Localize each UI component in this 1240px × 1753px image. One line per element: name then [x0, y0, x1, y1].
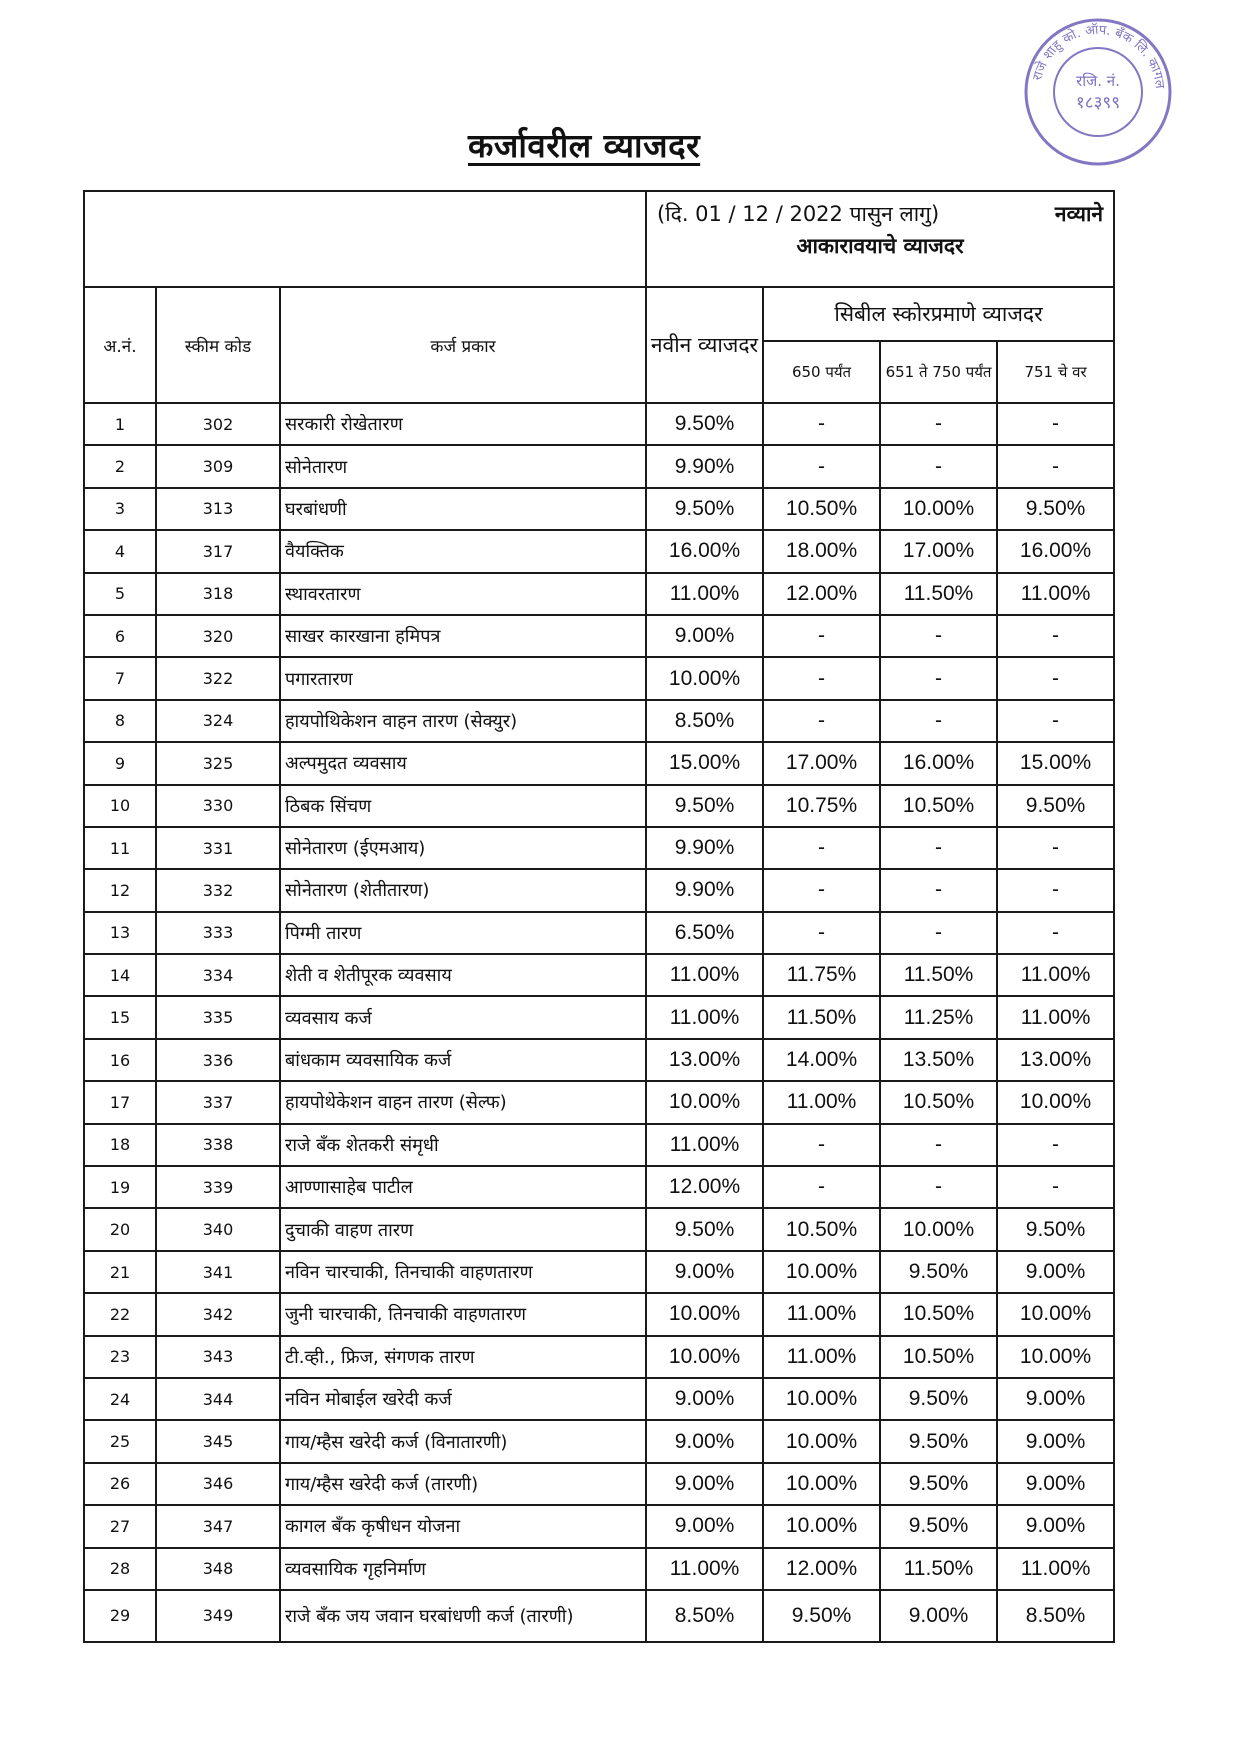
- new-rate-cell: 11.00%: [646, 573, 763, 615]
- loan-type-cell: सरकारी रोखेतारण: [280, 403, 646, 445]
- rate-upto-650-cell: 10.50%: [763, 488, 880, 530]
- serial-number-cell: 22: [84, 1293, 156, 1335]
- loan-type-cell: सोनेतारण (शेतीतारण): [280, 869, 646, 911]
- rate-upto-650-cell: 11.00%: [763, 1336, 880, 1378]
- col-651-750-header: 651 ते 750 पर्यंत: [880, 341, 997, 403]
- rate-651-750-cell: 10.00%: [880, 1208, 997, 1250]
- rate-upto-650-cell: 10.75%: [763, 785, 880, 827]
- new-rate-cell: 9.00%: [646, 1420, 763, 1462]
- new-rate-cell: 9.90%: [646, 869, 763, 911]
- rate-upto-650-cell: 10.00%: [763, 1378, 880, 1420]
- table-row: [84, 573, 1114, 615]
- loan-type-cell: राजे बँक शेतकरी संमृधी: [280, 1124, 646, 1166]
- rate-651-750-cell: -: [880, 700, 997, 742]
- scheme-code-cell: 331: [156, 827, 280, 869]
- table-row: [84, 742, 1114, 784]
- scheme-code-cell: 343: [156, 1336, 280, 1378]
- rate-651-750-cell: 9.50%: [880, 1251, 997, 1293]
- loan-type-cell: बांधकाम व्यवसायिक कर्ज: [280, 1039, 646, 1081]
- rate-651-750-cell: 9.50%: [880, 1463, 997, 1505]
- rate-upto-650-cell: 18.00%: [763, 530, 880, 572]
- rate-651-750-cell: 13.50%: [880, 1039, 997, 1081]
- rate-upto-650-cell: -: [763, 869, 880, 911]
- loan-type-cell: शेती व शेतीपूरक व्यवसाय: [280, 954, 646, 996]
- col-above-751-header: 751 चे वर: [997, 341, 1114, 403]
- table-row: [84, 657, 1114, 699]
- new-rate-cell: 10.00%: [646, 657, 763, 699]
- table-row: [84, 488, 1114, 530]
- blank-header-cell: [84, 191, 646, 287]
- serial-number-cell: 3: [84, 488, 156, 530]
- rate-above-751-cell: 11.00%: [997, 954, 1114, 996]
- loan-type-cell: कागल बँक कृषीधन योजना: [280, 1505, 646, 1547]
- loan-type-cell: टी.व्ही., फ्रिज, संगणक तारण: [280, 1336, 646, 1378]
- rate-651-750-cell: 10.50%: [880, 1336, 997, 1378]
- rate-upto-650-cell: 14.00%: [763, 1039, 880, 1081]
- serial-number-cell: 19: [84, 1166, 156, 1208]
- new-rate-cell: 13.00%: [646, 1039, 763, 1081]
- new-rate-cell: 8.50%: [646, 1590, 763, 1642]
- serial-number-cell: 28: [84, 1548, 156, 1590]
- scheme-code-cell: 320: [156, 615, 280, 657]
- serial-number-cell: 8: [84, 700, 156, 742]
- rate-upto-650-cell: -: [763, 1166, 880, 1208]
- new-rate-cell: 15.00%: [646, 742, 763, 784]
- new-rate-cell: 10.00%: [646, 1081, 763, 1123]
- rate-above-751-cell: -: [997, 700, 1114, 742]
- rate-above-751-cell: -: [997, 827, 1114, 869]
- rate-upto-650-cell: -: [763, 1124, 880, 1166]
- new-rate-cell: 11.00%: [646, 954, 763, 996]
- scheme-code-cell: 341: [156, 1251, 280, 1293]
- serial-number-cell: 11: [84, 827, 156, 869]
- scheme-code-cell: 338: [156, 1124, 280, 1166]
- col-cibil-group-header: सिबील स्कोरप्रमाणे व्याजदर: [763, 287, 1114, 341]
- loan-type-cell: घरबांधणी: [280, 488, 646, 530]
- serial-number-cell: 20: [84, 1208, 156, 1250]
- table-row: [84, 1378, 1114, 1420]
- new-rate-cell: 9.50%: [646, 1208, 763, 1250]
- scheme-code-cell: 336: [156, 1039, 280, 1081]
- loan-type-cell: नविन चारचाकी, तिनचाकी वाहणतारण: [280, 1251, 646, 1293]
- loan-type-cell: आण्णासाहेब पाटील: [280, 1166, 646, 1208]
- rate-upto-650-cell: 12.00%: [763, 573, 880, 615]
- rate-upto-650-cell: 9.50%: [763, 1590, 880, 1642]
- rate-above-751-cell: 9.00%: [997, 1420, 1114, 1462]
- new-rate-cell: 8.50%: [646, 700, 763, 742]
- loan-type-cell: साखर कारखाना हमिपत्र: [280, 615, 646, 657]
- rate-above-751-cell: -: [997, 445, 1114, 487]
- rate-above-751-cell: 9.50%: [997, 1208, 1114, 1250]
- rate-651-750-cell: 11.50%: [880, 573, 997, 615]
- serial-number-cell: 5: [84, 573, 156, 615]
- scheme-code-cell: 325: [156, 742, 280, 784]
- rate-651-750-cell: 10.50%: [880, 1081, 997, 1123]
- rate-upto-650-cell: -: [763, 700, 880, 742]
- rate-above-751-cell: 11.00%: [997, 996, 1114, 1038]
- scheme-code-cell: 340: [156, 1208, 280, 1250]
- new-rate-cell: 9.50%: [646, 403, 763, 445]
- rate-651-750-cell: -: [880, 403, 997, 445]
- rate-above-751-cell: 9.50%: [997, 785, 1114, 827]
- serial-number-cell: 9: [84, 742, 156, 784]
- table-row: [84, 445, 1114, 487]
- rate-upto-650-cell: -: [763, 615, 880, 657]
- column-header-row: [84, 287, 1114, 341]
- scheme-code-cell: 302: [156, 403, 280, 445]
- col-serial-header: अ.नं.: [84, 287, 156, 403]
- rate-upto-650-cell: 11.00%: [763, 1081, 880, 1123]
- rate-upto-650-cell: -: [763, 657, 880, 699]
- serial-number-cell: 23: [84, 1336, 156, 1378]
- table-row: [84, 615, 1114, 657]
- rate-above-751-cell: 10.00%: [997, 1081, 1114, 1123]
- col-upto-650-header: 650 पर्यंत: [763, 341, 880, 403]
- loan-type-cell: सोनेतारण (ईएमआय): [280, 827, 646, 869]
- rate-above-751-cell: -: [997, 403, 1114, 445]
- rate-651-750-cell: -: [880, 912, 997, 954]
- loan-type-cell: सोनेतारण: [280, 445, 646, 487]
- new-rate-cell: 10.00%: [646, 1336, 763, 1378]
- loan-type-cell: अल्पमुदत व्यवसाय: [280, 742, 646, 784]
- rate-above-751-cell: 10.00%: [997, 1293, 1114, 1335]
- rate-above-751-cell: 9.00%: [997, 1463, 1114, 1505]
- new-rate-cell: 12.00%: [646, 1166, 763, 1208]
- scheme-code-cell: 334: [156, 954, 280, 996]
- rate-above-751-cell: -: [997, 657, 1114, 699]
- charged-rate-label: आकारावयाचे व्याजदर: [796, 234, 964, 258]
- scheme-code-cell: 335: [156, 996, 280, 1038]
- new-rate-cell: 9.00%: [646, 1463, 763, 1505]
- loan-type-cell: वैयक्तिक: [280, 530, 646, 572]
- table-row: [84, 1336, 1114, 1378]
- table-row: [84, 1208, 1114, 1250]
- rate-upto-650-cell: 10.00%: [763, 1505, 880, 1547]
- rate-651-750-cell: -: [880, 1124, 997, 1166]
- rate-upto-650-cell: 11.00%: [763, 1293, 880, 1335]
- scheme-code-cell: 349: [156, 1590, 280, 1642]
- loan-type-cell: व्यवसायिक गृहनिर्माण: [280, 1548, 646, 1590]
- rate-651-750-cell: 11.25%: [880, 996, 997, 1038]
- rate-above-751-cell: 9.00%: [997, 1505, 1114, 1547]
- loan-type-cell: व्यवसाय कर्ज: [280, 996, 646, 1038]
- new-rate-cell: 11.00%: [646, 1548, 763, 1590]
- rate-651-750-cell: -: [880, 445, 997, 487]
- rate-651-750-cell: -: [880, 869, 997, 911]
- new-label: नव्याने: [1054, 202, 1104, 226]
- loan-type-cell: दुचाकी वाहण तारण: [280, 1208, 646, 1250]
- scheme-code-cell: 345: [156, 1420, 280, 1462]
- serial-number-cell: 10: [84, 785, 156, 827]
- rate-651-750-cell: 9.50%: [880, 1505, 997, 1547]
- new-rate-cell: 6.50%: [646, 912, 763, 954]
- table-row: [84, 827, 1114, 869]
- serial-number-cell: 25: [84, 1420, 156, 1462]
- table-row: [84, 1463, 1114, 1505]
- serial-number-cell: 13: [84, 912, 156, 954]
- new-rate-cell: 16.00%: [646, 530, 763, 572]
- scheme-code-cell: 348: [156, 1548, 280, 1590]
- table-row: [84, 1505, 1114, 1547]
- table-row: [84, 1420, 1114, 1462]
- rate-above-751-cell: 13.00%: [997, 1039, 1114, 1081]
- table-row: [84, 403, 1114, 445]
- table-row: [84, 1590, 1114, 1642]
- rate-above-751-cell: -: [997, 1124, 1114, 1166]
- rate-651-750-cell: 10.50%: [880, 1293, 997, 1335]
- table-row: [84, 1251, 1114, 1293]
- rate-651-750-cell: 9.50%: [880, 1420, 997, 1462]
- loan-type-cell: गाय/म्हैस खरेदी कर्ज (तारणी): [280, 1463, 646, 1505]
- rate-upto-650-cell: 17.00%: [763, 742, 880, 784]
- rate-above-751-cell: 8.50%: [997, 1590, 1114, 1642]
- stamp-registration-label: रजि. नं.: [1076, 72, 1120, 90]
- rate-upto-650-cell: 12.00%: [763, 1548, 880, 1590]
- serial-number-cell: 7: [84, 657, 156, 699]
- table-row: [84, 1124, 1114, 1166]
- bank-seal-stamp: [1022, 16, 1174, 168]
- rate-above-751-cell: 11.00%: [997, 1548, 1114, 1590]
- loan-type-cell: ठिबक सिंचण: [280, 785, 646, 827]
- table-row: [84, 1081, 1114, 1123]
- rate-651-750-cell: 10.50%: [880, 785, 997, 827]
- table-row: [84, 1039, 1114, 1081]
- new-rate-cell: 9.50%: [646, 488, 763, 530]
- rate-upto-650-cell: -: [763, 445, 880, 487]
- serial-number-cell: 4: [84, 530, 156, 572]
- serial-number-cell: 6: [84, 615, 156, 657]
- table-row: [84, 869, 1114, 911]
- rate-651-750-cell: -: [880, 1166, 997, 1208]
- rate-upto-650-cell: -: [763, 827, 880, 869]
- loan-type-cell: हायपोथेकेशन वाहन तारण (सेल्फ): [280, 1081, 646, 1123]
- scheme-code-cell: 339: [156, 1166, 280, 1208]
- serial-number-cell: 2: [84, 445, 156, 487]
- serial-number-cell: 15: [84, 996, 156, 1038]
- table-row: [84, 1293, 1114, 1335]
- table-row: [84, 700, 1114, 742]
- rate-651-750-cell: 11.50%: [880, 1548, 997, 1590]
- serial-number-cell: 18: [84, 1124, 156, 1166]
- rate-above-751-cell: 10.00%: [997, 1336, 1114, 1378]
- new-rate-cell: 9.00%: [646, 615, 763, 657]
- loan-type-cell: गाय/म्हैस खरेदी कर्ज (विनातारणी): [280, 1420, 646, 1462]
- scheme-code-cell: 322: [156, 657, 280, 699]
- col-loan-type-header: कर्ज प्रकार: [280, 287, 646, 403]
- scheme-code-cell: 344: [156, 1378, 280, 1420]
- scheme-code-cell: 309: [156, 445, 280, 487]
- serial-number-cell: 1: [84, 403, 156, 445]
- serial-number-cell: 26: [84, 1463, 156, 1505]
- rate-above-751-cell: 15.00%: [997, 742, 1114, 784]
- rate-651-750-cell: -: [880, 615, 997, 657]
- table-row: [84, 1548, 1114, 1590]
- rate-upto-650-cell: 10.00%: [763, 1251, 880, 1293]
- scheme-code-cell: 330: [156, 785, 280, 827]
- stamp-outer-text: राजे शाहु को. ऑप. बँक लि. कागल: [1030, 22, 1167, 90]
- rate-above-751-cell: 9.00%: [997, 1251, 1114, 1293]
- scheme-code-cell: 347: [156, 1505, 280, 1547]
- scheme-code-cell: 318: [156, 573, 280, 615]
- rate-above-751-cell: 16.00%: [997, 530, 1114, 572]
- table-row: [84, 530, 1114, 572]
- loan-type-cell: स्थावरतारण: [280, 573, 646, 615]
- col-scheme-code-header: स्कीम कोड: [156, 287, 280, 403]
- rate-above-751-cell: 11.00%: [997, 573, 1114, 615]
- rate-651-750-cell: -: [880, 827, 997, 869]
- scheme-code-cell: 346: [156, 1463, 280, 1505]
- scheme-code-cell: 337: [156, 1081, 280, 1123]
- table-row: [84, 912, 1114, 954]
- new-rate-cell: 9.00%: [646, 1505, 763, 1547]
- table-header-note-row: [84, 191, 1114, 287]
- loan-type-cell: नविन मोबाईल खरेदी कर्ज: [280, 1378, 646, 1420]
- col-new-rate-header: नवीन व्याजदर: [646, 287, 763, 403]
- stamp-registration-number: १८३९९: [1075, 93, 1121, 113]
- rate-above-751-cell: -: [997, 615, 1114, 657]
- rate-above-751-cell: -: [997, 869, 1114, 911]
- rate-651-750-cell: 16.00%: [880, 742, 997, 784]
- rate-above-751-cell: 9.00%: [997, 1378, 1114, 1420]
- table-row: [84, 1166, 1114, 1208]
- table-row: [84, 996, 1114, 1038]
- rate-651-750-cell: -: [880, 657, 997, 699]
- serial-number-cell: 27: [84, 1505, 156, 1547]
- rate-651-750-cell: 9.50%: [880, 1378, 997, 1420]
- interest-rate-table: [83, 190, 1115, 1643]
- rate-651-750-cell: 10.00%: [880, 488, 997, 530]
- new-rate-cell: 11.00%: [646, 1124, 763, 1166]
- new-rate-cell: 10.00%: [646, 1293, 763, 1335]
- rate-upto-650-cell: -: [763, 403, 880, 445]
- new-rate-cell: 9.00%: [646, 1378, 763, 1420]
- loan-type-cell: राजे बँक जय जवान घरबांधणी कर्ज (तारणी): [280, 1590, 646, 1642]
- rate-above-751-cell: 9.50%: [997, 488, 1114, 530]
- table-row: [84, 954, 1114, 996]
- new-rate-cell: 9.50%: [646, 785, 763, 827]
- effective-date-text: (दि. 01 / 12 / 2022 पासुन लागु): [657, 202, 940, 226]
- serial-number-cell: 14: [84, 954, 156, 996]
- rate-upto-650-cell: 10.50%: [763, 1208, 880, 1250]
- rate-upto-650-cell: 11.50%: [763, 996, 880, 1038]
- scheme-code-cell: 333: [156, 912, 280, 954]
- rate-651-750-cell: 11.50%: [880, 954, 997, 996]
- rate-651-750-cell: 17.00%: [880, 530, 997, 572]
- scheme-code-cell: 332: [156, 869, 280, 911]
- table-row: [84, 785, 1114, 827]
- serial-number-cell: 29: [84, 1590, 156, 1642]
- loan-type-cell: जुनी चारचाकी, तिनचाकी वाहणतारण: [280, 1293, 646, 1335]
- new-rate-cell: 9.90%: [646, 445, 763, 487]
- serial-number-cell: 12: [84, 869, 156, 911]
- scheme-code-cell: 317: [156, 530, 280, 572]
- rate-upto-650-cell: -: [763, 912, 880, 954]
- serial-number-cell: 24: [84, 1378, 156, 1420]
- serial-number-cell: 17: [84, 1081, 156, 1123]
- scheme-code-cell: 313: [156, 488, 280, 530]
- new-rate-cell: 11.00%: [646, 996, 763, 1038]
- rate-upto-650-cell: 10.00%: [763, 1420, 880, 1462]
- effective-date-note: [646, 191, 1114, 287]
- loan-type-cell: पिग्मी तारण: [280, 912, 646, 954]
- serial-number-cell: 21: [84, 1251, 156, 1293]
- serial-number-cell: 16: [84, 1039, 156, 1081]
- scheme-code-cell: 342: [156, 1293, 280, 1335]
- new-rate-cell: 9.90%: [646, 827, 763, 869]
- rate-upto-650-cell: 10.00%: [763, 1463, 880, 1505]
- loan-type-cell: हायपोथिकेशन वाहन तारण (सेक्युर): [280, 700, 646, 742]
- new-rate-cell: 9.00%: [646, 1251, 763, 1293]
- rate-651-750-cell: 9.00%: [880, 1590, 997, 1642]
- rate-upto-650-cell: 11.75%: [763, 954, 880, 996]
- rate-above-751-cell: -: [997, 1166, 1114, 1208]
- loan-type-cell: पगारतारण: [280, 657, 646, 699]
- scheme-code-cell: 324: [156, 700, 280, 742]
- page-title: कर्जावरील व्याजदर: [468, 126, 701, 165]
- rate-above-751-cell: -: [997, 912, 1114, 954]
